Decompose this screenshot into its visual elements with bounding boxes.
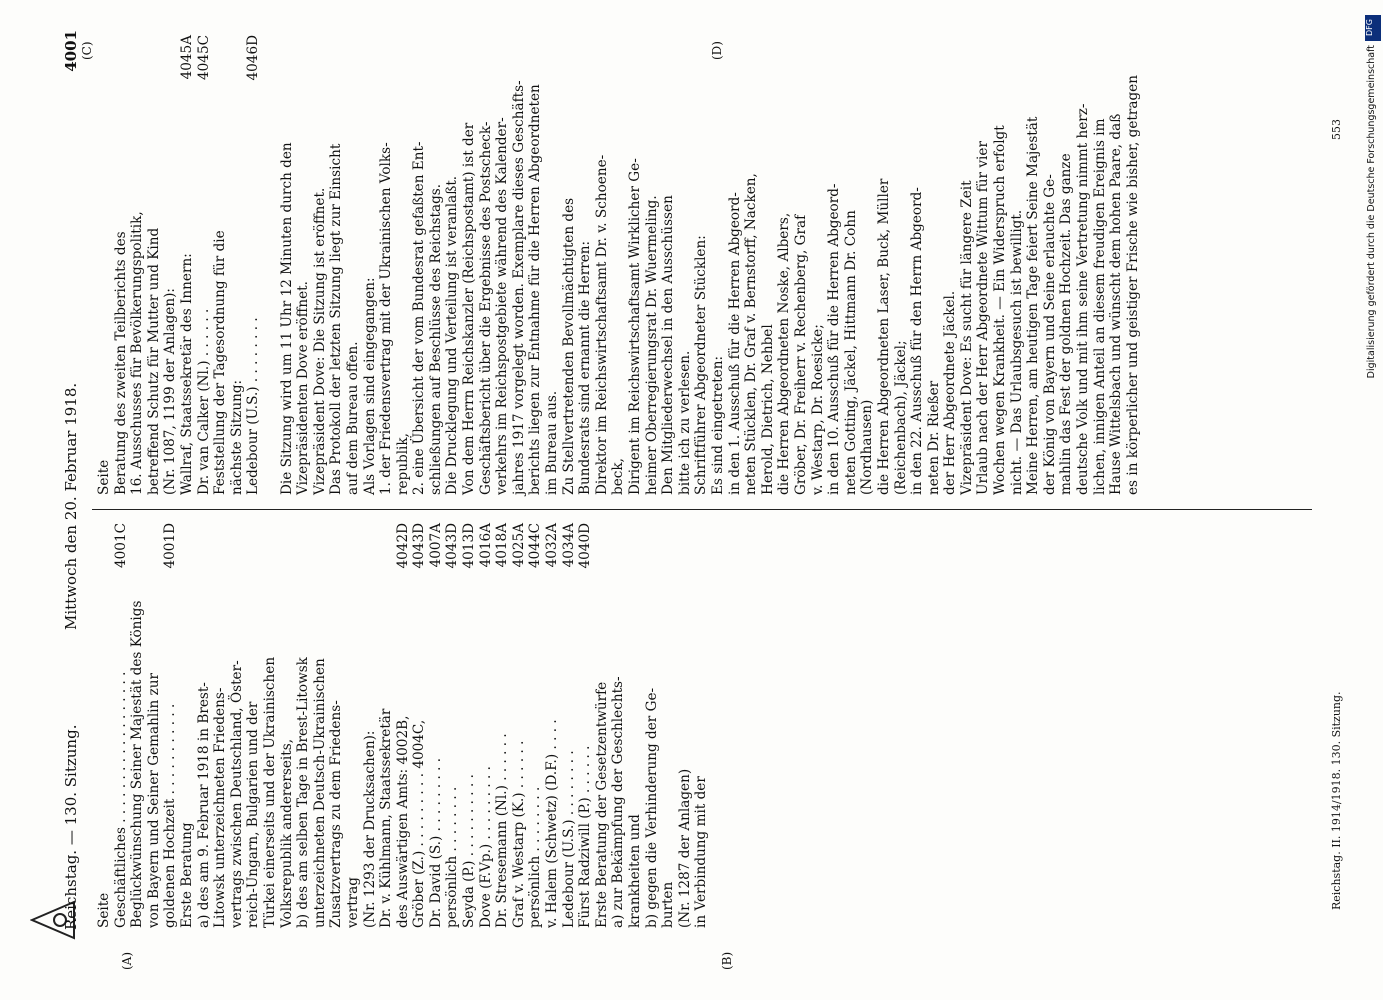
page-reference: 4025A <box>510 523 527 568</box>
line-text: Seyda (P.) . . . . . . . . . . <box>461 774 478 928</box>
page-reference: 4044C <box>527 523 544 568</box>
text-line <box>279 35 296 495</box>
line-text: a) des am 9. Februar 1918 in Brest- <box>195 682 212 928</box>
page-reference: 4001D <box>162 523 179 569</box>
line-text: es in körperlicher und geistiger Frische wie bisher, getragen <box>1124 75 1141 495</box>
text-line <box>312 35 329 495</box>
dfg-sidebar <box>1365 15 1381 995</box>
text-line <box>295 523 312 928</box>
line-text: berichts liegen zur Entnahme für die Herren Abgeordneten <box>527 84 544 495</box>
line-text: b) gegen die Verhinderung der Ge- <box>643 687 660 928</box>
page-reference: 4034A <box>560 523 577 568</box>
line-text: Vizepräsident Dove: Die Sitzung ist eröffnet. <box>311 187 328 495</box>
line-text: verkehrs im Reichspostgebiete während des Kalender- <box>494 117 511 495</box>
text-line <box>527 523 544 928</box>
line-text: Geschäftliches . . . . . . . . . . . . . . . . . . <box>112 671 129 928</box>
line-text: in den 10. Ausschuß für die Herren Abgeord- <box>826 183 843 495</box>
line-text: Die Drucklegung und Verteilung ist veranlaßt. <box>444 175 461 495</box>
line-text: vertrags zwischen Deutschland, Öster- <box>228 660 245 928</box>
line-text: im Bureau aus. <box>544 390 561 495</box>
text-line <box>677 523 694 928</box>
text-line <box>478 523 495 928</box>
text-line <box>660 523 677 928</box>
line-text: Volksrepublik andererseits, <box>278 738 295 928</box>
text-line <box>378 523 395 928</box>
line-text: 16. Ausschusses für Bevölkerungspolitik, <box>129 211 146 495</box>
line-text: reich-Ungarn, Bulgarien und der <box>245 701 262 928</box>
page-reference: 4018A <box>494 523 511 568</box>
line-text: Geschäftsbericht über die Ergebnisse des Postscheck- <box>477 121 494 495</box>
line-text: Direktor im Reichswirtschaftsamt Dr. v. Schoene- <box>593 154 610 495</box>
text-line <box>494 523 511 928</box>
page-reference: 4045C <box>195 35 212 80</box>
line-text: in den 1. Ausschuß für die Herren Abgeord- <box>726 192 743 495</box>
text-line <box>660 35 677 495</box>
text-line <box>229 35 246 495</box>
page-reference: 4045A <box>178 35 195 80</box>
line-text: Schriftführer Abgeordneter Stücklen: <box>693 235 710 495</box>
text-line <box>96 35 113 495</box>
line-text: Türkei einerseits und der Ukrainischen <box>261 656 278 928</box>
header-page-number: 4001 <box>62 30 80 72</box>
page-header <box>62 30 86 930</box>
line-text: betreffend Schutz für Mutter und Kind <box>145 227 162 495</box>
text-line <box>1025 35 1042 495</box>
line-text: vertrag <box>344 877 361 928</box>
line-text: Seite <box>96 892 112 928</box>
text-line <box>1108 35 1125 495</box>
text-line <box>395 35 412 495</box>
line-text: Dirigent im Reichswirtschaftsamt Wirklicher Ge- <box>627 158 643 495</box>
line-text: 2. eine Übersicht der vom Bundesrat gefaßten Ent- <box>411 141 428 495</box>
line-text: Das Protokoll der letzten Sitzung liegt zur Einsicht <box>328 143 345 495</box>
page-reference: 4043D <box>411 523 428 569</box>
line-text: Dr. v. Kühlmann, Staatssekretär <box>378 708 395 928</box>
margin-mark-c: (C) <box>80 41 94 60</box>
line-text: Graf v. Westarp (K.) . . . . . . <box>510 740 527 928</box>
page-reference: 4046D <box>245 35 262 81</box>
line-text: Wochen wegen Krankheit. — Ein Widerspruch erfolgt <box>992 125 1009 495</box>
line-text: Herold, Dietrich, Nehbel <box>759 324 776 495</box>
page-reference: 4043D <box>444 523 461 569</box>
line-text: unterzeichneten Deutsch-Ukrainischen <box>311 658 328 928</box>
text-line <box>328 523 345 928</box>
line-text: deutsche Volk und mit ihm seine Vertretung nimmt herz- <box>1075 103 1092 495</box>
line-text: (Reichenbach), Jäckel; <box>892 340 909 495</box>
line-text: (Nr. 1087, 1199 der Anlagen): <box>162 288 179 495</box>
text-line <box>644 523 661 928</box>
text-line <box>1075 35 1092 495</box>
text-line <box>610 35 627 495</box>
text-line <box>179 35 196 495</box>
dfg-credit: Digitalisierung gefördert durch die Deutsche Forschungsgemeinschaft <box>1366 45 1377 379</box>
text-line <box>992 35 1009 495</box>
text-line <box>444 35 461 495</box>
left-column <box>96 523 710 928</box>
line-text: Zusatzvertrags zu dem Friedens- <box>328 700 345 928</box>
line-text: Vizepräsidenten Dove eröffnet. <box>295 281 312 495</box>
text-line <box>212 523 229 928</box>
line-text: v. Westarp, Dr. Roesicke; <box>809 324 826 495</box>
line-text: mahlin das Fest der goldnen Hochzeit. Das ganze <box>1058 153 1075 495</box>
text-line <box>561 35 578 495</box>
text-line <box>594 35 611 495</box>
text-line <box>594 523 611 928</box>
text-line <box>561 523 578 928</box>
line-text: Dove (F.Vp.) . . . . . . . . . <box>477 766 494 928</box>
line-text: persönlich . . . . . . . . <box>444 786 461 928</box>
line-text: Fürst Radziwill (P.) . . . . . . <box>577 745 594 928</box>
page-reference: 4016A <box>477 523 494 568</box>
text-line <box>212 35 229 495</box>
line-text: lichen, innigen Anteil an diesem freudigen Ereignis im <box>1091 118 1108 495</box>
text-line <box>345 35 362 495</box>
text-line <box>113 523 130 928</box>
line-text: bitte ich zu verlesen. <box>676 350 693 495</box>
text-line <box>577 523 594 928</box>
text-line <box>411 35 428 495</box>
line-text: in den 22. Ausschuß für den Herrn Abgeord- <box>909 187 926 495</box>
text-line <box>1092 35 1109 495</box>
text-line <box>229 523 246 928</box>
text-line <box>362 35 379 495</box>
page-reference: 4040D <box>577 523 594 569</box>
line-text: Litowsk unterzeichneten Friedens- <box>212 687 229 928</box>
line-text: Urlaub nach der Herr Abgeordnete Wittum für vier <box>975 141 992 495</box>
line-text: Zu Stellvertretenden Bevollmächtigten des <box>560 197 577 495</box>
line-text: republik, <box>394 433 411 495</box>
page-reference: 4013D <box>461 523 478 569</box>
line-text: des Auswärtigen Amts: 4002B, <box>394 715 411 928</box>
line-text: Es sind eingetreten: <box>709 355 726 495</box>
text-line <box>444 523 461 928</box>
text-line <box>428 523 445 928</box>
text-line <box>162 35 179 495</box>
text-line <box>478 35 495 495</box>
text-line <box>843 35 860 495</box>
header-left: Reichstag. — 130. Sitzung. <box>62 724 80 930</box>
line-text: persönlich . . . . . . . . <box>527 786 544 928</box>
text-line <box>378 35 395 495</box>
text-line <box>959 35 976 495</box>
line-text: schließungen auf Beschlüsse des Reichstags. <box>427 183 444 495</box>
line-text: 1. der Friedensvertrag mit der Ukrainischen Volks- <box>378 142 395 495</box>
line-text: Beglückwünschung Seiner Majestät des Königs <box>129 600 146 928</box>
line-text: auf dem Bureau offen. <box>344 341 361 495</box>
text-line <box>693 523 710 928</box>
line-text: Meine Herren, am heutigen Tage feiert Seine Majestät <box>1025 116 1042 495</box>
line-text: Ledebour (U.S.) . . . . . . . . <box>560 750 577 928</box>
text-line <box>577 35 594 495</box>
line-text: heimer Oberregierungsrat Dr. Wuermeling. <box>643 195 660 495</box>
text-line <box>428 35 445 495</box>
line-text: Vizepräsident Dove: Es sucht für längere Zeit <box>958 180 975 495</box>
text-line <box>760 35 777 495</box>
line-text: Gröber (Z.) . . . . . . . . . 4004C, <box>411 719 428 928</box>
line-text: beck, <box>610 458 627 495</box>
line-text: jahres 1917 vorgelegt worden. Exemplare dieses Geschäfts- <box>510 80 527 495</box>
text-line <box>179 523 196 928</box>
text-line <box>328 35 345 495</box>
line-text: (Nordhausen) <box>859 399 876 495</box>
margin-mark-a: (A) <box>120 951 134 970</box>
text-line <box>544 35 561 495</box>
text-line <box>262 523 279 928</box>
line-text: Die Sitzung wird um 11 Uhr 12 Minuten durch den <box>278 142 295 495</box>
text-line <box>793 35 810 495</box>
line-text: Bundesrats sind ernannt die Herren: <box>577 240 594 495</box>
text-line <box>610 523 627 928</box>
text-line <box>279 523 296 928</box>
line-text: Beratung des zweiten Teilberichts des <box>112 231 129 495</box>
text-line <box>627 523 644 928</box>
line-text: Erste Beratung der Gesetzentwürfe <box>593 681 610 928</box>
right-column <box>96 35 1141 495</box>
line-text: a) zur Bekämpfung der Geschlechts- <box>610 676 627 928</box>
header-center: Mittwoch den 20. Februar 1918. <box>62 382 80 630</box>
text-line <box>262 35 279 495</box>
text-line <box>926 35 943 495</box>
text-line <box>1009 35 1026 495</box>
text-line <box>362 523 379 928</box>
text-line <box>527 35 544 495</box>
text-line <box>1042 35 1059 495</box>
page-reference: 4001C <box>112 523 129 568</box>
text-line <box>1125 35 1142 495</box>
margin-mark-d: (D) <box>710 41 724 60</box>
text-line <box>295 35 312 495</box>
line-text: Erste Beratung <box>178 822 195 928</box>
text-line <box>776 35 793 495</box>
text-line <box>710 35 727 495</box>
line-text: goldenen Hochzeit . . . . . . . . . . . <box>162 703 179 928</box>
text-line <box>975 35 992 495</box>
text-line <box>312 523 329 928</box>
text-line <box>129 523 146 928</box>
footer-left: Reichstag. II. 1914/1918. 130. Sitzung. <box>1330 691 1343 910</box>
text-line <box>544 523 561 928</box>
page-reference: 4032A <box>544 523 561 568</box>
line-text: Wallraf, Staatssekretär des Innern: <box>178 253 195 495</box>
text-line <box>96 523 113 928</box>
text-line <box>893 35 910 495</box>
line-text: in Verbindung mit der <box>693 776 710 928</box>
text-line <box>644 35 661 495</box>
text-line <box>196 523 213 928</box>
text-line <box>395 523 412 928</box>
line-text: Dr. Stresemann (Nl.) . . . . . . <box>494 733 511 928</box>
line-text: nicht. — Das Urlaubsgesuch ist bewilligt. <box>1008 209 1025 495</box>
text-line <box>693 35 710 495</box>
line-text: nächste Sitzung: <box>228 379 245 495</box>
text-line <box>146 35 163 495</box>
text-line <box>146 523 163 928</box>
text-line <box>511 35 528 495</box>
line-text: Ledebour (U.S.) . . . . . . . . <box>245 317 262 495</box>
line-text: der König von Bayern und Seine erlauchte Ge- <box>1041 174 1058 495</box>
line-text: v. Halem (Schwetz) (D.F.) . . . . <box>544 719 561 928</box>
line-text: neten Stücklen, Dr. Graf v. Bernstorff, Nacken, <box>743 173 760 495</box>
text-line <box>1058 35 1075 495</box>
line-text: Dr. van Calker (Nl.) . . . . . . <box>195 308 212 495</box>
text-line <box>942 35 959 495</box>
text-line <box>677 35 694 495</box>
dfg-logo: DFG <box>1365 15 1381 41</box>
text-line <box>859 35 876 495</box>
line-text: Gröber, Dr. Freiherr v. Rechenberg, Graf <box>792 214 809 495</box>
line-text: Den Mitgliederwechsel in den Ausschüssen <box>660 195 677 495</box>
text-line <box>461 523 478 928</box>
line-text: Als Vorlagen sind eingegangen: <box>361 277 378 495</box>
line-text: Dr. David (S.) . . . . . . . . . <box>427 757 444 928</box>
text-line <box>345 523 362 928</box>
text-line <box>743 35 760 495</box>
line-text: b) des am selben Tage in Brest-Litowsk <box>295 657 312 928</box>
line-text: Seite <box>96 459 112 495</box>
page-reference: 4007A <box>427 523 444 568</box>
line-text: krankheiten und <box>627 814 643 928</box>
text-line <box>245 523 262 928</box>
text-line <box>196 35 213 495</box>
text-line <box>129 35 146 495</box>
text-line <box>411 523 428 928</box>
text-line <box>909 35 926 495</box>
text-line <box>627 35 644 495</box>
text-line <box>461 35 478 495</box>
line-text: Feststellung der Tagesordnung für die <box>212 230 229 495</box>
line-text: (Nr. 1287 der Anlagen) <box>676 768 693 928</box>
text-line <box>494 35 511 495</box>
text-line <box>826 35 843 495</box>
text-line <box>727 35 744 495</box>
text-line <box>876 35 893 495</box>
text-line <box>245 35 262 495</box>
text-line <box>113 35 130 495</box>
text-line <box>810 35 827 495</box>
footer-page-number: 553 <box>1330 119 1343 140</box>
line-text: die Herren Abgeordneten Laser, Buck, Müller <box>875 178 892 495</box>
line-text: burten <box>660 881 677 928</box>
text-line <box>511 523 528 928</box>
margin-mark-b: (B) <box>720 951 734 970</box>
column-divider <box>92 509 1312 510</box>
line-text: der Herr Abgeordnete Jäckel. <box>942 290 959 495</box>
page-reference: 4042D <box>394 523 411 569</box>
line-text: (Nr. 1293 der Drucksachen): <box>361 730 378 928</box>
line-text: Von dem Herrn Reichskanzler (Reichspostamt) ist der <box>461 122 478 495</box>
line-text: die Herren Abgeordneten Noske, Albers, <box>776 212 793 495</box>
text-line <box>162 523 179 928</box>
line-text: neten Gotting, Jäckel, Hittmann Dr. Cohn <box>842 210 859 495</box>
line-text: neten Dr. Rießer <box>925 380 942 495</box>
line-text: von Bayern und Seiner Gemahlin zur <box>145 672 162 928</box>
line-text: Hause Wittelsbach und wünscht dem hohen Paare, daß <box>1108 113 1125 495</box>
